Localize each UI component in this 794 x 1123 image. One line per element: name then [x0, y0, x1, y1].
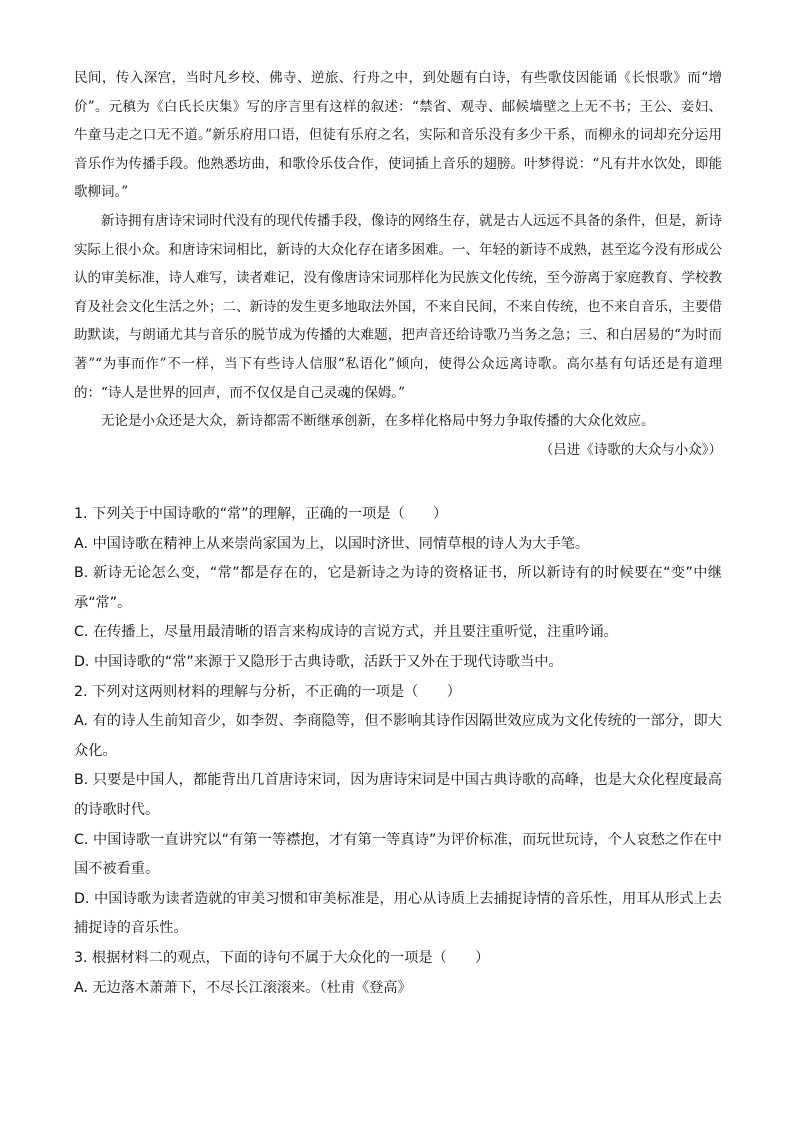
question-2-option-c: C. 中国诗歌一直讲究以“有第一等襟抱，才有第一等真诗”为评价标准，而玩世玩诗，个人哀愁之作在中国不被看重。 [74, 831, 722, 878]
question-2-option-a: A. 有的诗人生前知音少，如李贺、李商隐等，但不影响其诗作因隔世效应成为文化传统的一部分，即大众化。 [74, 713, 722, 759]
reading-passage [74, 64, 722, 464]
question-2-option-d: D. 中国诗歌为读者造就的审美习惯和审美标准是，用心从诗质上去捕捉诗情的音乐性，用耳从形式上去捕捉诗的音乐性。 [74, 890, 722, 937]
question-list [74, 500, 722, 1003]
passage-paragraph-2: 新诗拥有唐诗宋词时代没有的现代传播手段，像诗的网络生存，就是古人远远不具备的条件，但是，新诗实际上很小众。和唐诗宋词相比，新诗的大众化存在诸多困难。一、年轻的新诗不成熟，甚至迄今没有形成公认的审美标准，诗人难写，读者难记，没有像唐诗宋词那样化为民族文化传统，至今游离于家庭教育、学校教育及社会文化生活之外；二、新诗的发生更多地取法外国，不来自民间，不来自传统，也不来自音乐，主要借助默读，与朗诵尤其与音乐的脱节成为传播的大难题，把声音还给诗歌乃当务之急；三、和白居易的“为时而著”“为事而作”不一样，当下有些诗人信服“私语化”倾向，使得公众远离诗歌。高尔基有句话还是有道理的：“诗人是世界的回声，而不仅仅是自己灵魂的保姆。” [74, 212, 722, 401]
question-3 [74, 944, 722, 1003]
passage-source-citation: （吕进《诗歌的大众与小众》） [539, 441, 722, 458]
question-2 [74, 678, 722, 944]
question-1-option-c: C. 在传播上，尽量用最清晰的语言来构成诗的言说方式，并且要注重听觉，注重吟诵。 [74, 624, 618, 641]
question-1-option-a: A. 中国诗歌在精神上从来崇尚家国为上，以国时济世、同情草根的诗人为大手笔。 [74, 535, 590, 552]
question-1-option-d: D. 中国诗歌的“常”来源于又隐形于古典诗歌，活跃于又外在于现代诗歌当中。 [74, 653, 563, 670]
question-2-option-b: B. 只要是中国人，都能背出几首唐诗宋词，因为唐诗宋词是中国古典诗歌的高峰，也是大众化程度最高的诗歌时代。 [74, 772, 722, 818]
question-stem: 2. 下列对这两则材料的理解与分析，不正确的一项是（ ） [74, 683, 461, 700]
question-3-option-a: A. 无边落木萧萧下，不尽长江滚滚来。（杜甫《登高》 [74, 979, 412, 996]
question-1 [74, 500, 722, 678]
passage-paragraph-1: 民间，传入深宫，当时凡乡校、佛寺、逆旅、行舟之中，到处题有白诗，有些歌伎因能诵《长恨歌》而“增价”。元稹为《白氏长庆集》写的序言里有这样的叙述：“禁省、观寺、邮候墙壁之上无不书；王公、妾妇、牛童马走之口无不道。”新乐府用口语，但徒有乐府之名，实际和音乐没有多少干系，而柳永的词却充分运用音乐作为传播手段。他熟悉坊曲，和歌伶乐伎合作，使词插上音乐的翅膀。叶梦得说：“凡有井水饮处，即能歌柳词。” [74, 70, 722, 201]
question-stem: 3. 根据材料二的观点，下面的诗句不属于大众化的一项是（ ） [74, 949, 490, 966]
question-1-option-b: B. 新诗无论怎么变，“常”都是存在的，它是新诗之为诗的资格证书，所以新诗有的时候要在“变”中继承“常”。 [74, 565, 722, 611]
question-stem: 1. 下列关于中国诗歌的“常”的理解，正确的一项是（ ） [74, 506, 448, 522]
passage-paragraph-3: 无论是小众还是大众，新诗都需不断继承创新，在多样化格局中努力争取传播的大众化效应。 [101, 413, 655, 430]
